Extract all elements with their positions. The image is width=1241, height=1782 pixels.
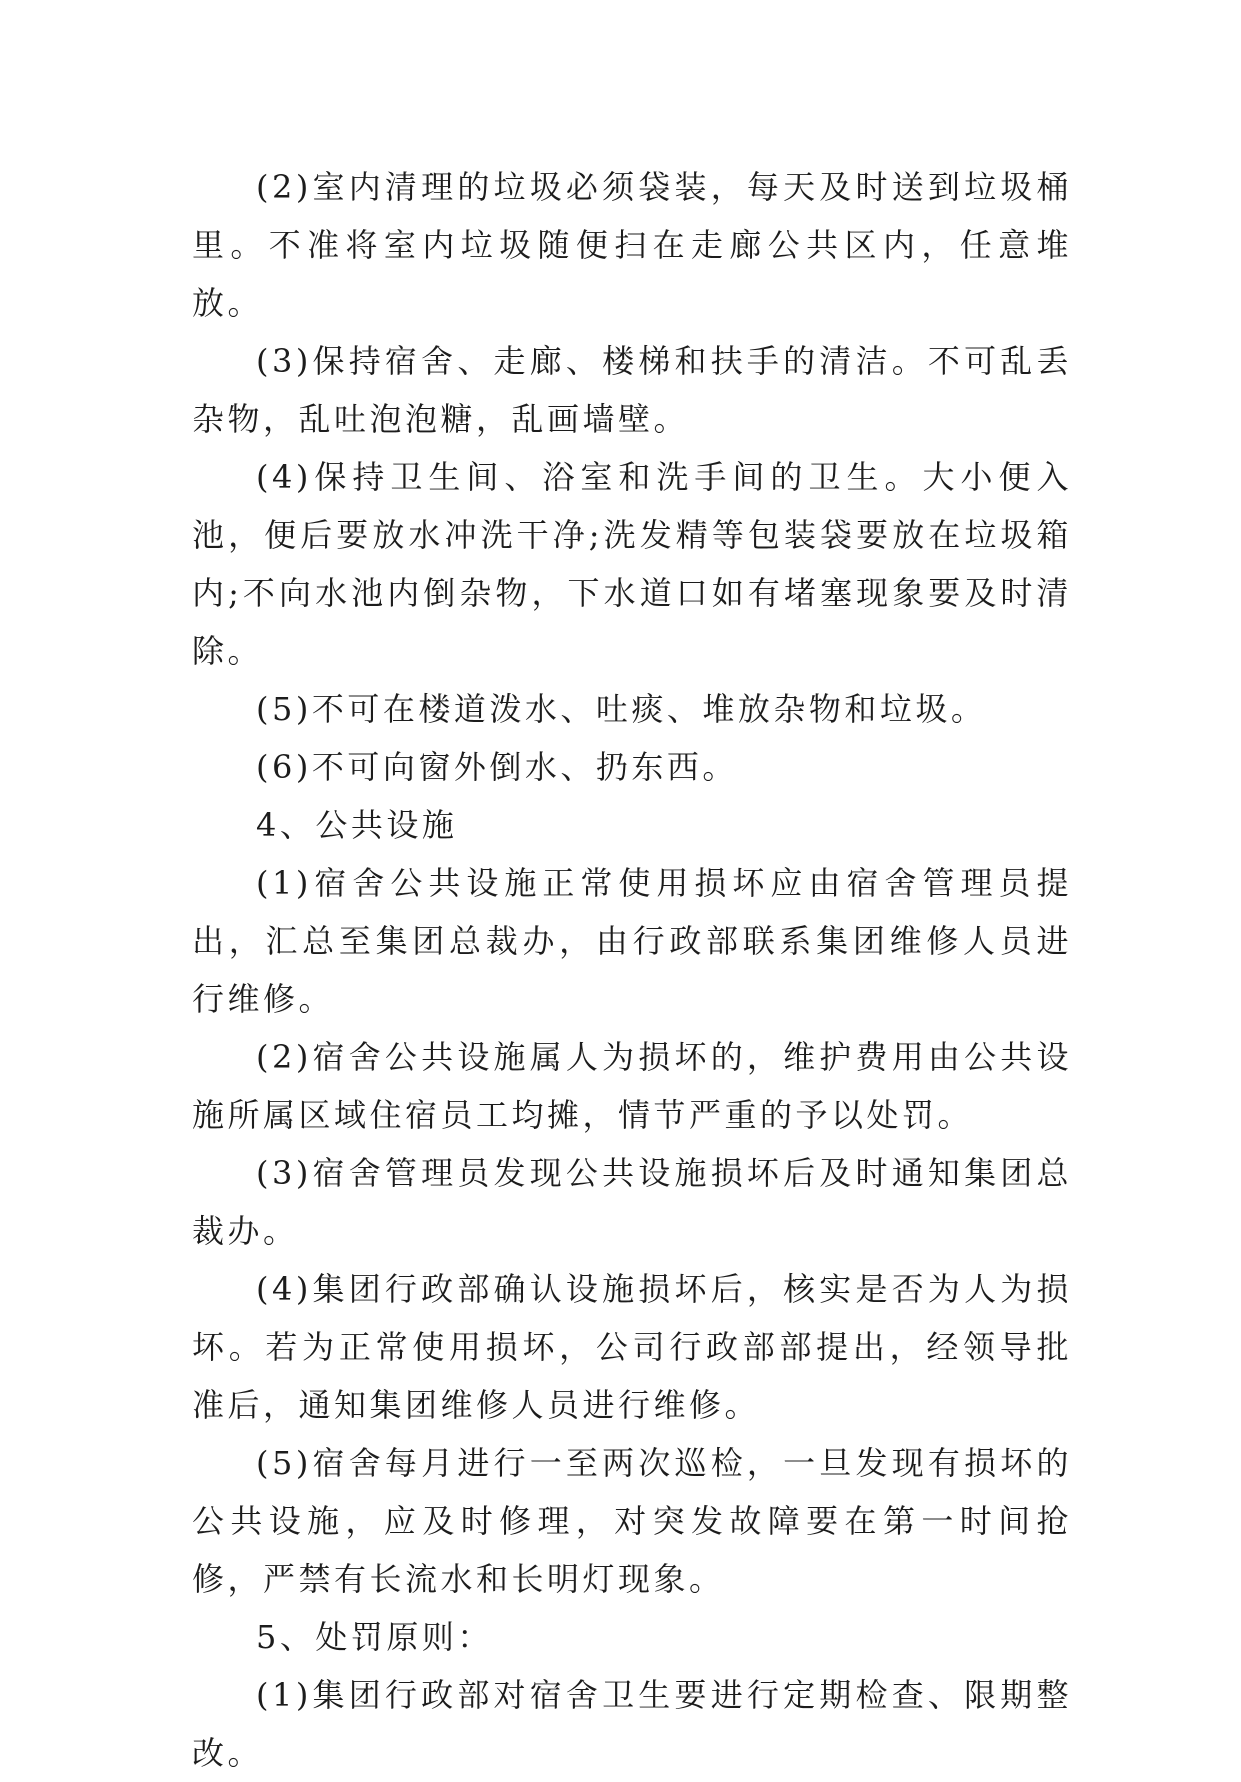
section-heading-penalty-principles: 5、处罚原则： — [256, 1618, 493, 1656]
paragraph-confirm-damage: (4)集团行政部确认设施损坏后，核实是否为人为损坏。若为正常使用损坏，公司行政部部提出，经领导批准后，通知集团维修人员进行维修。 — [192, 1270, 1072, 1424]
paragraph-trash-bagging: (2)室内清理的垃圾必须袋装，每天及时送到垃圾桶里。不准将室内垃圾随便扫在走廊公共区内，任意堆放。 — [192, 168, 1072, 322]
paragraph-bathroom-hygiene: (4)保持卫生间、浴室和洗手间的卫生。大小便入池，便后要放水冲洗干净;洗发精等包装袋要放在垃圾箱内;不向水池内倒杂物，下水道口如有堵塞现象要及时清除。 — [192, 458, 1072, 670]
paragraph-periodic-check: (1)集团行政部对宿舍卫生要进行定期检查、限期整改。 — [192, 1676, 1072, 1772]
paragraph-no-splashing: (5)不可在楼道泼水、吐痰、堆放杂物和垃圾。 — [256, 690, 987, 728]
paragraph-monthly-inspection: (5)宿舍每月进行一至两次巡检，一旦发现有损坏的公共设施，应及时修理，对突发故障要在第一时间抢修，严禁有长流水和长明灯现象。 — [192, 1444, 1072, 1598]
paragraph-no-throwing: (6)不可向窗外倒水、扔东西。 — [256, 748, 738, 786]
document-page — [192, 158, 1072, 1782]
section-heading-public-facilities: 4、公共设施 — [256, 806, 458, 844]
paragraph-normal-damage-report: (1)宿舍公共设施正常使用损坏应由宿舍管理员提出，汇总至集团总裁办，由行政部联系集团维修人员进行维修。 — [192, 864, 1072, 1018]
paragraph-corridor-cleanliness: (3)保持宿舍、走廊、楼梯和扶手的清洁。不可乱丢杂物，乱吐泡泡糖，乱画墙壁。 — [192, 342, 1072, 438]
paragraph-manager-notify: (3)宿舍管理员发现公共设施损坏后及时通知集团总裁办。 — [192, 1154, 1072, 1250]
paragraph-human-damage: (2)宿舍公共设施属人为损坏的，维护费用由公共设施所属区域住宿员工均摊，情节严重的予以处罚。 — [192, 1038, 1072, 1134]
